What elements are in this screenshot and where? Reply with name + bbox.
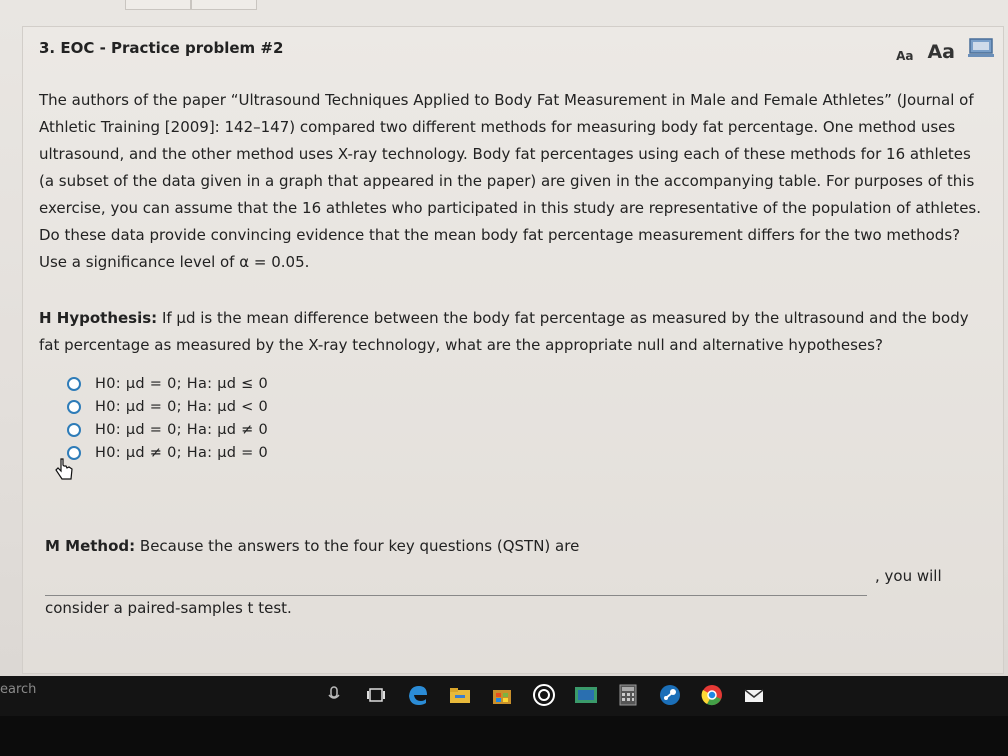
method-text: Because the answers to the four key questions (QSTN) are	[135, 537, 580, 555]
steam-icon[interactable]	[656, 678, 684, 712]
option-4[interactable]	[67, 442, 268, 464]
calculator-icon[interactable]	[614, 678, 642, 712]
taskbar-search[interactable]: earch	[0, 682, 37, 697]
tab-2[interactable]	[191, 0, 257, 10]
option-1[interactable]	[67, 373, 268, 395]
radio-button[interactable]	[67, 377, 81, 391]
hand-cursor-icon	[53, 457, 75, 483]
task-view-icon[interactable]	[362, 678, 390, 712]
method-label: M Method:	[45, 537, 136, 555]
store-icon[interactable]	[488, 678, 516, 712]
font-larger-button[interactable]: Aa	[927, 41, 955, 63]
taskbar-icons	[320, 678, 768, 712]
method-line-1	[45, 537, 985, 555]
tab-1[interactable]	[125, 0, 191, 10]
option-2[interactable]	[67, 396, 268, 418]
microphone-icon[interactable]	[320, 678, 348, 712]
hypothesis-options	[67, 373, 268, 465]
photos-icon[interactable]	[572, 678, 600, 712]
option-label: H0: μd = 0; Ha: μd ≤ 0	[95, 376, 269, 392]
camera-icon[interactable]	[530, 678, 558, 712]
mail-icon[interactable]	[740, 678, 768, 712]
font-size-controls	[896, 41, 955, 63]
top-tabs	[125, 0, 257, 10]
method-line-2: consider a paired-samples t test.	[45, 599, 292, 617]
chrome-icon[interactable]	[698, 678, 726, 712]
edge-icon[interactable]	[404, 678, 432, 712]
option-3[interactable]	[67, 419, 268, 441]
method-section	[45, 537, 985, 617]
radio-button[interactable]	[67, 423, 81, 437]
monitor-bezel	[0, 716, 1008, 756]
taskbar	[0, 676, 1008, 716]
font-smaller-button[interactable]: Aa	[896, 49, 914, 63]
radio-button[interactable]	[67, 400, 81, 414]
hypothesis-label: H Hypothesis:	[39, 309, 158, 327]
option-label: H0: μd ≠ 0; Ha: μd = 0	[95, 445, 269, 461]
option-label: H0: μd = 0; Ha: μd ≠ 0	[95, 422, 269, 438]
option-label: H0: μd = 0; Ha: μd < 0	[95, 399, 269, 415]
file-explorer-icon[interactable]	[446, 678, 474, 712]
monitor-icon[interactable]	[967, 37, 995, 59]
question-title: 3. EOC - Practice problem #2	[39, 39, 284, 57]
question-panel	[22, 26, 1004, 674]
hypothesis-section	[39, 305, 989, 359]
answer-blank-input[interactable]	[45, 577, 867, 596]
hypothesis-text: If μd is the mean difference between the body fat percentage as measured by the ultrasound and the body fat percentage as measured by the X-ray technology, what are the appropriate null and alternative hypotheses?	[39, 309, 969, 354]
question-paragraph: The authors of the paper “Ultrasound Techniques Applied to Body Fat Measurement in Male and Female Athletes” (Journal of Athletic Training [2009]: 142–147) compared two different methods for measuring body fat percentage. One method uses ultrasound, and the other method uses X-ray technology. Body fat percentages using each of these methods for 16 athletes (a subset of the data given in a graph that appeared in the paper) are given in the accompanying table. For purposes of this exercise, you can assume that the 16 athletes who participated in this study are representative of the population of athletes. Do these data provide convincing evidence that the mean body fat percentage measurement differs for the two methods? Use a significance level of α = 0.05.	[39, 91, 982, 271]
method-after-blank: , you will	[875, 567, 942, 585]
